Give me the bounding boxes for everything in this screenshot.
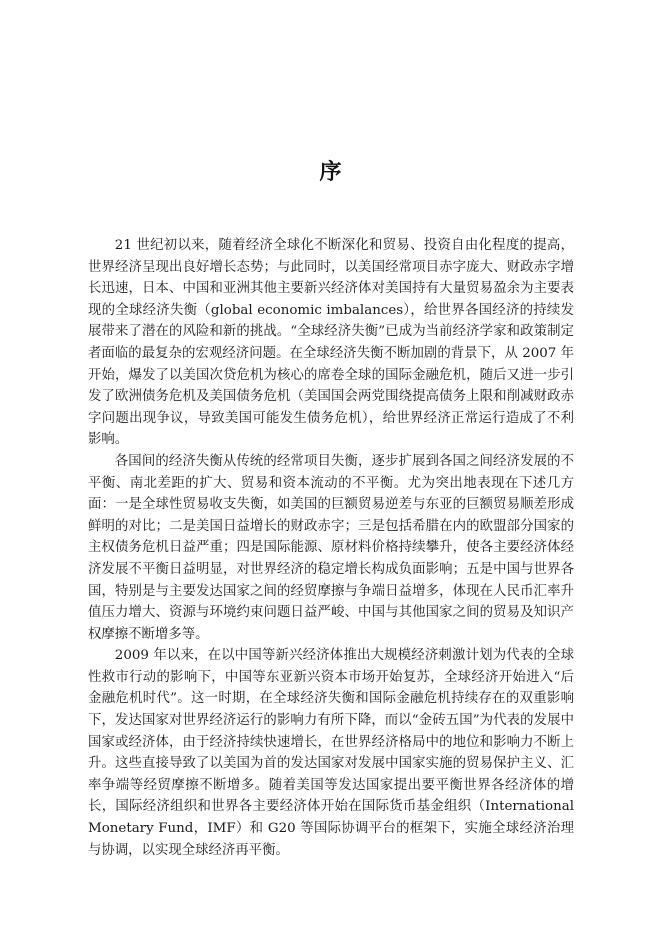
paragraph-2: 各国间的经济失衡从传统的经常项目失衡，逐步扩展到各国之间经济发展的不平衡、南北差距的扩大、贸易和资本流动的不平衡。尤为突出地表现在下述几方面：一是全球性贸易收支失衡，如美国的巨额贸易逆差与东亚的巨额贸易顺差形成鲜明的对比；二是美国日益增长的财政赤字；三是包括希腊在内的欧盟部分国家的主权债务危机日益严重；四是国际能源、原材料价格持续攀升，使各主要经济体经济发展不平衡日益明显，对世界经济的稳定增长构成负面影响；五是中国与世界各国，特别是与主要发达国家之间的经贸摩擦与争端日益增多，体现在人民币汇率升值压力增大、资源与环境约束问题日益严峻、中国与其他国家之间的贸易及知识产权摩擦不断增多等。: [88, 453, 574, 642]
body-text: [88, 235, 574, 861]
page-title: 序: [319, 159, 342, 185]
paragraph-1: 21 世纪初以来，随着经济全球化不断深化和贸易、投资自由化程度的提高，世界经济呈现出良好增长态势；与此同时，以美国经常项目赤字庞大、财政赤字增长迅速，日本、中国和亚洲其他主要新兴经济体对美国持有大量贸易盈余为主要表现的全球经济失衡（global economic imbalances），给世界各国经济的持续发展带来了潜在的风险和新的挑战。“全球经济失衡”已成为当前经济学家和政策制定者面临的最复杂的宏观经济问题。在全球经济失衡不断加剧的背景下，从 2007 年开始，爆发了以美国次贷危机为核心的席卷全球的国际金融危机，随后又进一步引发了欧洲债务危机及美国债务危机（美国国会两党围绕提高债务上限和削减财政赤字问题出现争议，导致美国可能发生债务危机），给世界经济正常运行造成了不利影响。: [88, 238, 574, 448]
paragraph-3: 2009 年以来，在以中国等新兴经济体推出大规模经济刺激计划为代表的全球性救市行动的影响下，中国等东亚新兴资本市场开始复苏，全球经济开始进入“后金融危机时代”。这一时期，在全球经济失衡和国际金融危机持续存在的双重影响下，发达国家对世界经济运行的影响力有所下降，而以“金砖五国”为代表的发展中国家或经济体，由于经济持续快速增长，在世界经济格局中的地位和影响力不断上升。这些直接导致了以美国为首的发达国家对发展中国家实施的贸易保护主义、汇率争端等经贸摩擦不断增多。随着美国等发达国家提出要平衡世界各经济体的增长，国际经济组织和世界各主要经济体开始在国际货币基金组织（International Monetary Fund，IMF）和 G20 等国际协调平台的框架下，实施全球经济治理与协调，以实现全球经济再平衡。: [88, 648, 574, 858]
